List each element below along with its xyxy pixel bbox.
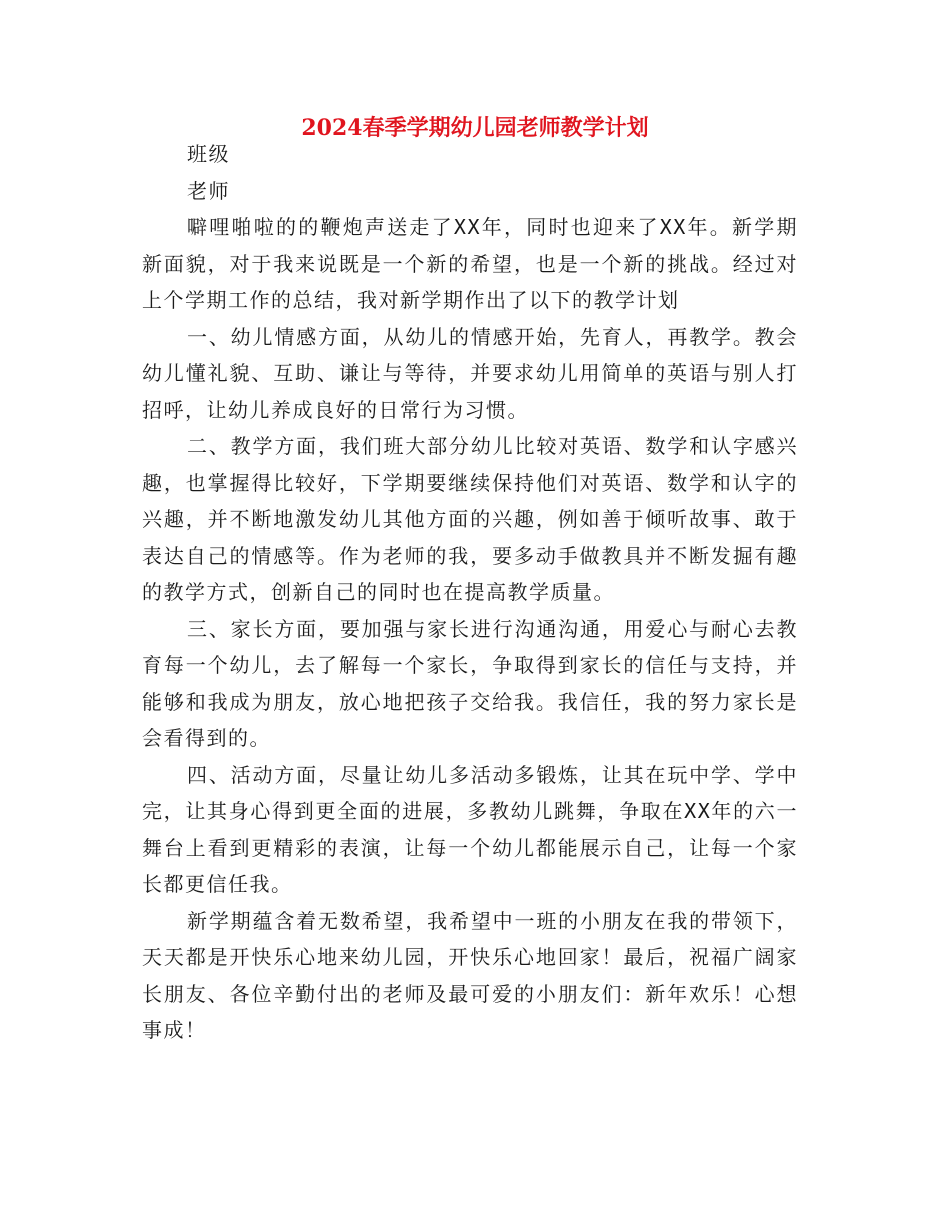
class-label: 班级 <box>187 142 230 166</box>
paragraph-emotion: 一、幼儿情感方面，从幼儿的情感开始，先育人，再教学。教会幼儿懂礼貌、互助、谦让与等待，并要求幼儿用简单的英语与别人打招呼，让幼儿养成良好的日常行为习惯。 <box>142 324 798 422</box>
teacher-label: 老师 <box>187 178 230 203</box>
paragraph-closing: 新学期蕴含着无数希望，我希望中一班的小朋友在我的带领下，天天都是开快乐心地来幼儿园，开快乐心地回家！最后，祝福广阔家长朋友、各位辛勤付出的老师及最可爱的小朋友们：新年欢乐！心想事成！ <box>142 908 798 1042</box>
document-body <box>142 136 798 1049</box>
paragraph-activities: 四、活动方面，尽量让幼儿多活动多锻炼，让其在玩中学、学中完，让其身心得到更全面的进展，多教幼儿跳舞，争取在XX年的六一舞台上看到更精彩的表演，让每一个幼儿都能展示自己，让每一个家长都更信任我。 <box>142 762 798 896</box>
document-title: 2024春季学期幼儿园老师教学计划 <box>301 115 649 141</box>
paragraph-intro: 噼哩啪啦的的鞭炮声送走了XX年，同时也迎来了XX年。新学期新面貌，对于我来说既是一个新的希望，也是一个新的挑战。经过对上个学期工作的总结，我对新学期作出了以下的教学计划 <box>142 215 798 312</box>
paragraph-parents: 三、家长方面，要加强与家长进行沟通沟通，用爱心与耐心去教育每一个幼儿，去了解每一个家长，争取得到家长的信任与支持，并能够和我成为朋友，放心地把孩子交给我。我信任，我的努力家长是会看得到的。 <box>142 616 798 750</box>
paragraph-teaching: 二、教学方面，我们班大部分幼儿比较对英语、数学和认字感兴趣，也掌握得比较好，下学期要继续保持他们对英语、数学和认字的兴趣，并不断地激发幼儿其他方面的兴趣，例如善于倾听故事、敢于表达自己的情感等。作为老师的我，要多动手做教具并不断发掘有趣的教学方式，创新自己的同时也在提高教学质量。 <box>142 434 798 604</box>
